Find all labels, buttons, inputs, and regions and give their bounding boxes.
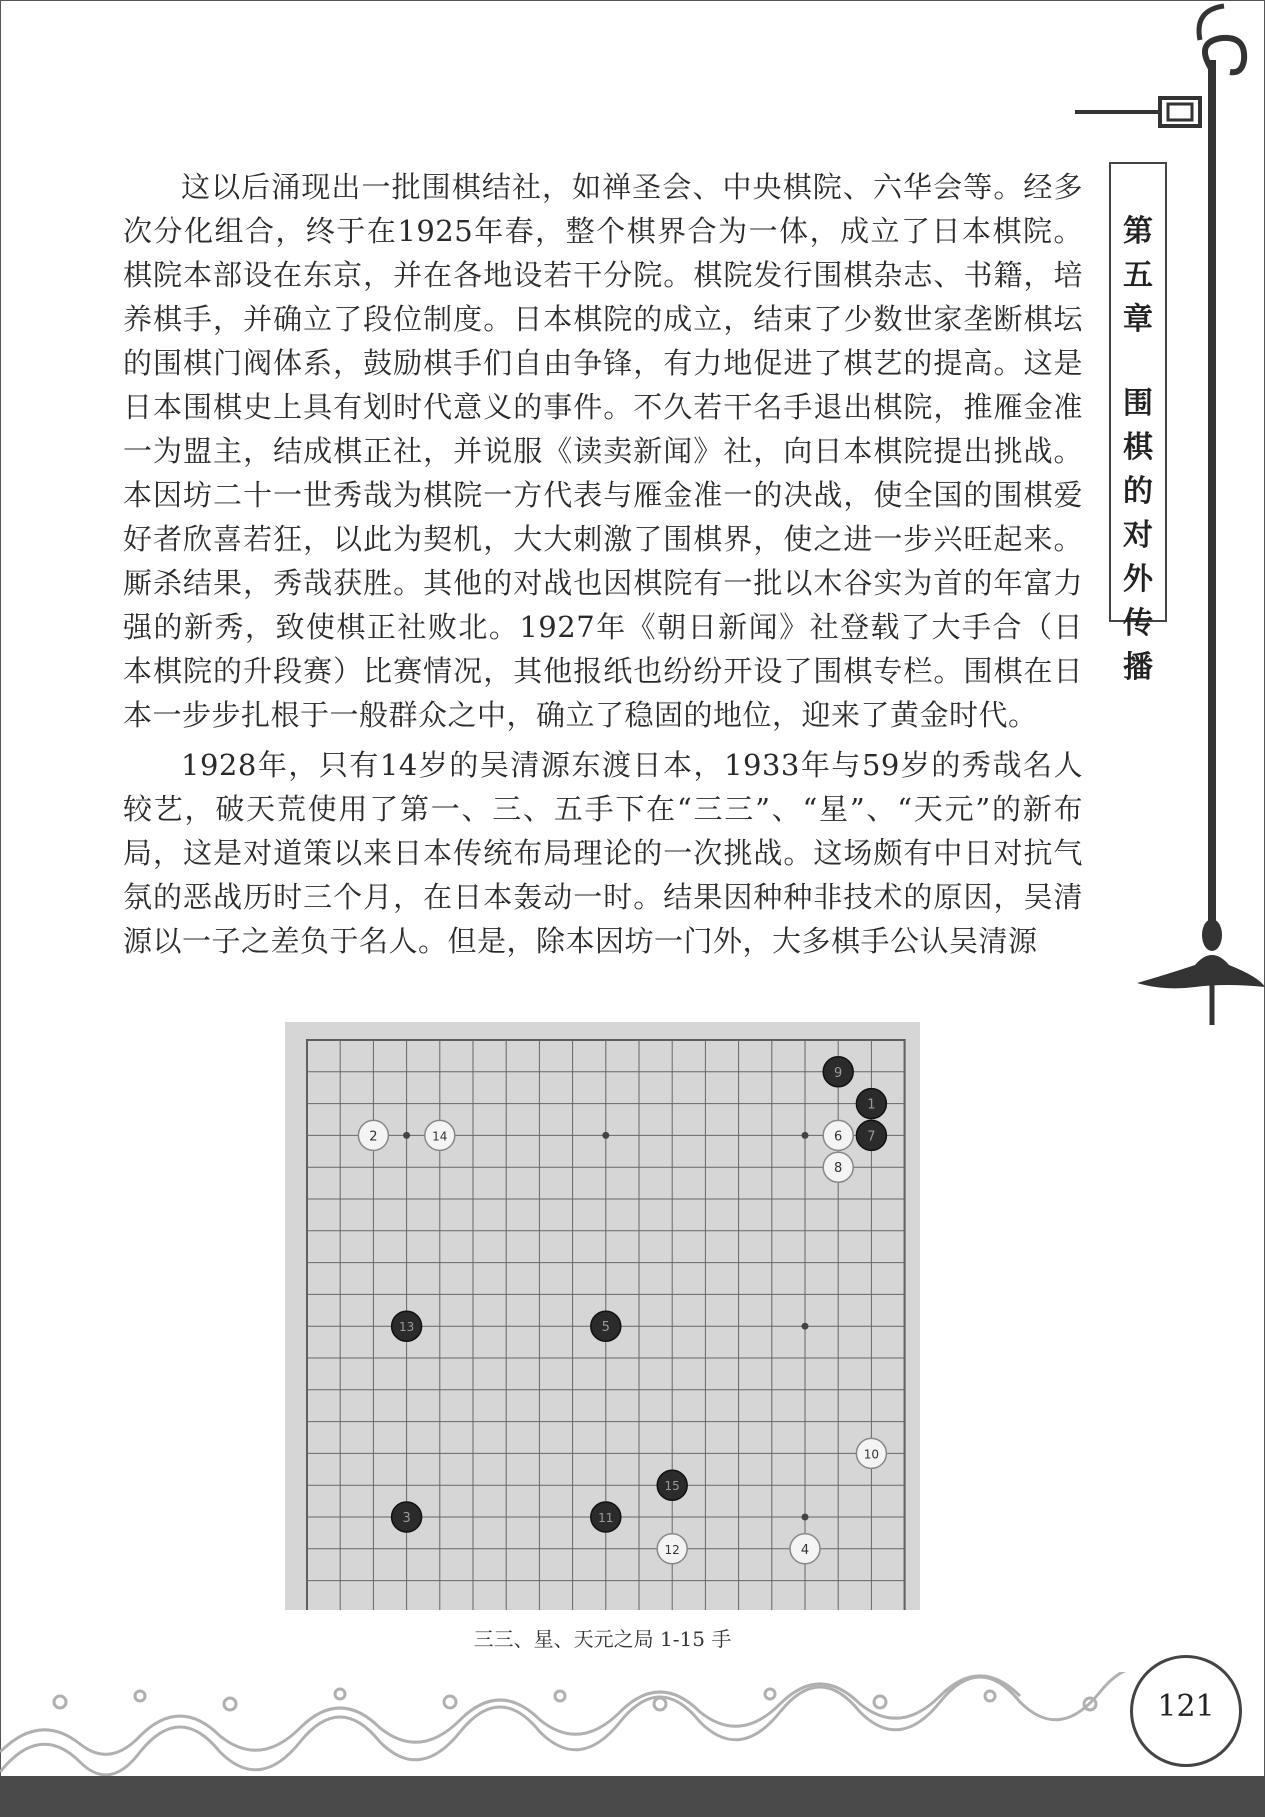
stone-move-number: 5 — [601, 1320, 610, 1336]
stone-move-number: 11 — [598, 1511, 614, 1525]
footer-wave-ornament — [0, 1672, 1265, 1787]
star-point — [802, 1323, 809, 1330]
chapter-char: 五 — [1123, 258, 1153, 293]
chapter-char: 外 — [1123, 562, 1153, 597]
star-point — [403, 1132, 410, 1139]
paragraph: 这以后涌现出一批围棋结社，如禅圣会、中央棋院、六华会等。经多次分化组合，终于在1925年春，整个棋界合为一体，成立了日本棋院。棋院本部设在东京，并在各地设若干分院。棋院发行围棋杂志、书籍，培养棋手，并确立了段位制度。日本棋院的成立，结束了少数世家垄断棋坛的围棋门阀体系，鼓励棋手们自由争锋，有力地促进了棋艺的提高。这是日本围棋史上具有划时代意义的事件。不久若干名手退出棋院，推雁金准一为盟主，结成棋正社，并说服《读卖新闻》社，向日本棋院提出挑战。本因坊二十一世秀哉为棋院一方代表与雁金准一的决战，使全国的围棋爱好者欣喜若狂，以此为契机，大大刺激了围棋界，使之进一步兴旺起来。厮杀结果，秀哉获胜。其他的对战也因棋院有一批以木谷实为首的年富力强的新秀，致使棋正社败北。1927年《朝日新闻》社登载了大手合（日本棋院的升段赛）比赛情况，其他报纸也纷纷开设了围棋专栏。围棋在日本一步步扎根于一般群众之中，确立了稳固的地位，迎来了黄金时代。 — [123, 170, 1083, 732]
chapter-char: 的 — [1123, 474, 1153, 509]
chapter-char: 传 — [1123, 606, 1153, 641]
stone-move-number: 3 — [402, 1511, 411, 1526]
paragraph: 1928年，只有14岁的吴清源东渡日本，1933年与59岁的秀哉名人较艺，破天荒使用了第一、三、五手下在“三三”、“星”、“天元”的新布局，这是对道策以来日本传统布局理论的一次挑战。这场颇有中日对抗气氛的恶战历时三个月，在日本轰动一时。结果因种种非技术的原因，吴清源以一子之差负于名人。但是，除本因坊一门外，大多棋手公认吴清源 — [123, 748, 1083, 958]
stone-move-number: 2 — [369, 1129, 378, 1145]
star-point — [602, 1132, 609, 1139]
stone-move-number: 8 — [834, 1161, 843, 1177]
stone-move-number: 15 — [664, 1479, 680, 1494]
stone-move-number: 13 — [398, 1320, 415, 1335]
chapter-char: 对 — [1123, 518, 1153, 553]
footer-bar — [0, 1776, 1265, 1817]
chapter-char: 围 — [1123, 386, 1153, 421]
go-board — [285, 1022, 920, 1610]
chapter-label — [1112, 210, 1164, 690]
chapter-char: 章 — [1123, 302, 1153, 337]
chapter-char: 棋 — [1123, 430, 1153, 465]
stone-move-number: 12 — [664, 1542, 680, 1557]
stone-move-number: 14 — [432, 1129, 448, 1144]
stone-move-number: 6 — [834, 1129, 843, 1145]
figure-caption — [285, 1623, 920, 1652]
chapter-char: 播 — [1123, 650, 1153, 685]
body-text — [123, 165, 1083, 963]
go-board-figure — [285, 1022, 920, 1610]
star-point — [802, 1132, 809, 1139]
stone-move-number: 1 — [867, 1097, 876, 1113]
page-number: 121 — [1157, 1689, 1215, 1724]
stone-move-number: 9 — [834, 1065, 843, 1081]
stone-move-number: 4 — [800, 1542, 810, 1558]
side-ornament — [1075, 0, 1265, 1040]
chapter-char: 第 — [1123, 214, 1153, 249]
stone-move-number: 10 — [863, 1447, 880, 1462]
stone-move-number: 7 — [867, 1129, 876, 1145]
figure-caption-text: 三三、星、天元之局 1-15 手 — [473, 1627, 732, 1651]
star-point — [802, 1514, 809, 1521]
